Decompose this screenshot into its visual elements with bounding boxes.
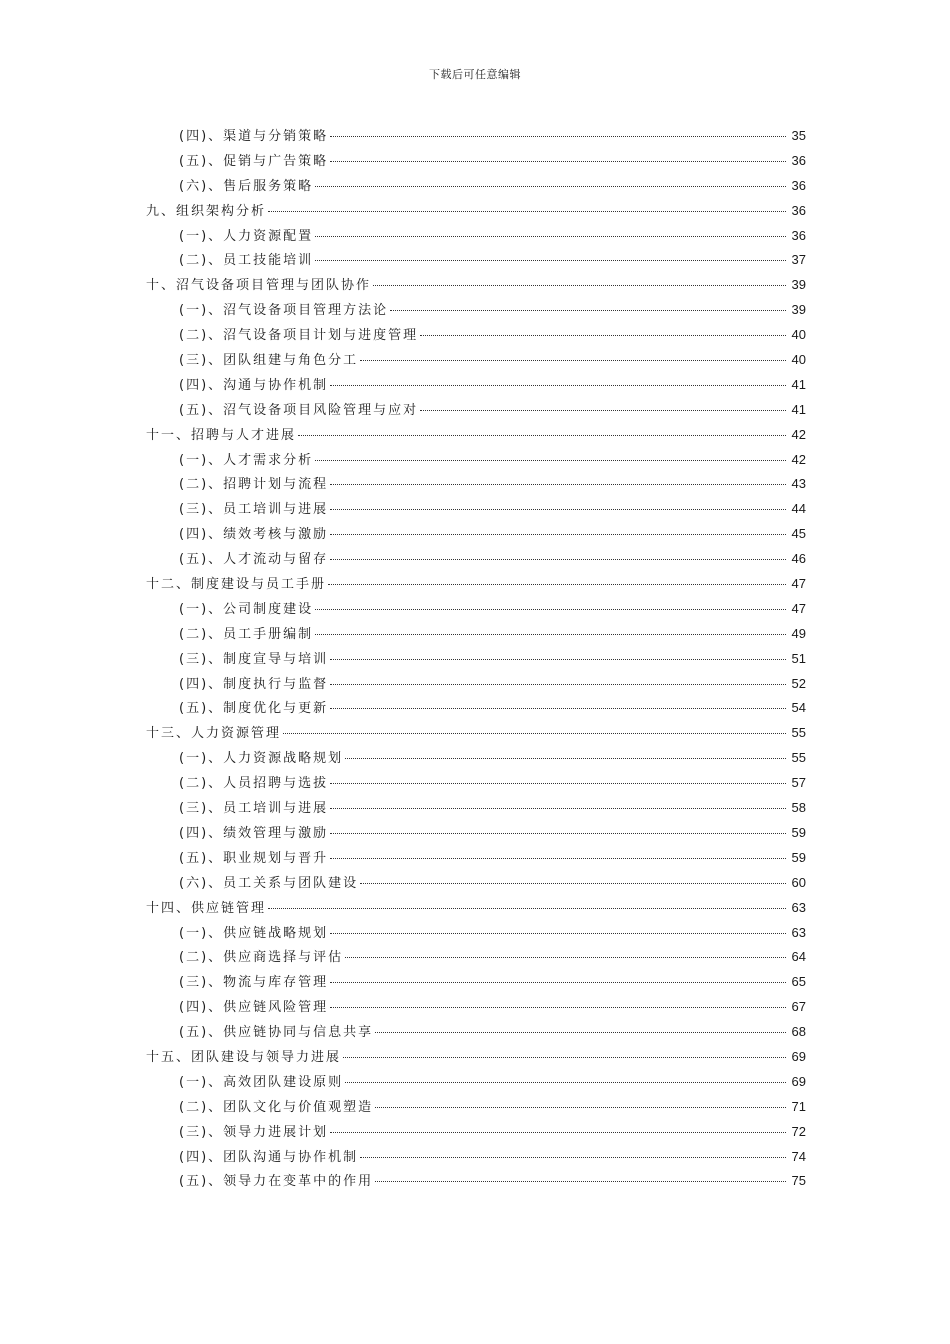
toc-page-number: 54 [791, 700, 806, 716]
toc-dot-leader [330, 858, 786, 859]
toc-entry-label: (六)、售后服务策略 [179, 178, 314, 194]
toc-section-entry[interactable] [146, 125, 806, 150]
toc-section-entry[interactable] [146, 1021, 806, 1046]
toc-dot-leader [330, 559, 786, 560]
toc-section-entry[interactable] [146, 747, 806, 772]
toc-dot-leader [283, 733, 786, 734]
toc-dot-leader [315, 609, 786, 610]
toc-section-entry[interactable] [146, 249, 806, 274]
toc-page-number: 36 [791, 202, 806, 218]
toc-section-entry[interactable] [146, 1071, 806, 1096]
toc-page-number: 39 [791, 277, 806, 293]
toc-entry-label: (三)、团队组建与角色分工 [179, 353, 359, 369]
toc-page-number: 75 [791, 1173, 806, 1189]
toc-page-number: 63 [791, 924, 806, 940]
toc-section-entry[interactable] [146, 548, 806, 573]
toc-section-entry[interactable] [146, 996, 806, 1021]
page-header: 下载后可任意编辑 [429, 68, 521, 81]
toc-entry-label: (五)、沼气设备项目风险管理与应对 [179, 402, 419, 418]
toc-page-number: 42 [791, 451, 806, 467]
toc-section-entry[interactable] [146, 399, 806, 424]
toc-page-number: 46 [791, 551, 806, 567]
toc-page-number: 36 [791, 227, 806, 243]
toc-page-number: 69 [791, 1048, 806, 1064]
toc-page-number: 68 [791, 1024, 806, 1040]
toc-entry-label: (一)、供应链战略规划 [179, 925, 329, 941]
toc-page-number: 60 [791, 874, 806, 890]
toc-page-number: 72 [791, 1123, 806, 1139]
toc-page-number: 45 [791, 526, 806, 542]
toc-entry-label: (四)、制度执行与监督 [179, 676, 329, 692]
toc-entry-label: (一)、高效团队建设原则 [179, 1074, 344, 1090]
toc-section-entry[interactable] [146, 449, 806, 474]
toc-section-entry[interactable] [146, 498, 806, 523]
toc-dot-leader [298, 435, 786, 436]
toc-section-entry[interactable] [146, 872, 806, 897]
toc-dot-leader [420, 335, 786, 336]
toc-entry-label: (五)、供应链协同与信息共享 [179, 1025, 374, 1041]
toc-entry-label: (四)、渠道与分销策略 [179, 129, 329, 144]
toc-dot-leader [315, 236, 786, 237]
toc-entry-label: (六)、员工关系与团队建设 [179, 875, 359, 891]
toc-section-entry[interactable] [146, 971, 806, 996]
toc-page-number: 59 [791, 849, 806, 865]
toc-page-number: 41 [791, 401, 806, 417]
toc-section-entry[interactable] [146, 946, 806, 971]
toc-entry-label: 十、沼气设备项目管理与团队协作 [146, 278, 372, 294]
toc-dot-leader [330, 833, 786, 834]
toc-dot-leader [330, 708, 786, 709]
toc-chapter-entry[interactable] [146, 573, 806, 598]
toc-entry-label: (三)、物流与库存管理 [179, 975, 329, 991]
toc-entry-label: (一)、公司制度建设 [179, 601, 314, 617]
toc-page-number: 51 [791, 650, 806, 666]
toc-page-number: 71 [791, 1098, 806, 1114]
toc-page-number: 64 [791, 949, 806, 965]
toc-dot-leader [345, 758, 786, 759]
toc-dot-leader [345, 1082, 786, 1083]
toc-page-number: 67 [791, 999, 806, 1015]
toc-section-entry[interactable] [146, 648, 806, 673]
toc-section-entry[interactable] [146, 598, 806, 623]
toc-dot-leader [330, 1132, 786, 1133]
toc-dot-leader [330, 1007, 786, 1008]
toc-section-entry[interactable] [146, 772, 806, 797]
toc-dot-leader [330, 136, 786, 137]
toc-dot-leader [360, 883, 786, 884]
toc-section-entry[interactable] [146, 225, 806, 250]
toc-entry-label: (二)、员工技能培训 [179, 253, 314, 269]
toc-page-number: 40 [791, 327, 806, 343]
toc-page-number: 35 [791, 128, 806, 143]
toc-page-number: 47 [791, 600, 806, 616]
toc-section-entry[interactable] [146, 623, 806, 648]
toc-entry-label: (二)、人员招聘与选拔 [179, 776, 329, 792]
toc-dot-leader [375, 1032, 786, 1033]
toc-page-number: 59 [791, 824, 806, 840]
toc-dot-leader [330, 684, 786, 685]
toc-entry-label: (一)、人力资源配置 [179, 228, 314, 244]
table-of-contents [146, 125, 806, 1195]
toc-page-number: 57 [791, 775, 806, 791]
toc-dot-leader [328, 584, 786, 585]
toc-entry-label: (三)、员工培训与进展 [179, 801, 329, 817]
toc-dot-leader [390, 310, 786, 311]
toc-section-entry[interactable] [146, 150, 806, 175]
toc-dot-leader [420, 410, 786, 411]
toc-dot-leader [330, 783, 786, 784]
toc-page-number: 55 [791, 725, 806, 741]
toc-dot-leader [360, 1157, 786, 1158]
toc-entry-label: (五)、领导力在变革中的作用 [179, 1174, 374, 1190]
toc-dot-leader [330, 659, 786, 660]
toc-entry-label: (五)、促销与广告策略 [179, 153, 329, 169]
toc-section-entry[interactable] [146, 1170, 806, 1195]
toc-section-entry[interactable] [146, 847, 806, 872]
toc-entry-label: 十四、供应链管理 [146, 900, 267, 916]
toc-dot-leader [343, 1057, 786, 1058]
toc-dot-leader [315, 460, 786, 461]
toc-section-entry[interactable] [146, 324, 806, 349]
toc-page-number: 58 [791, 800, 806, 816]
toc-entry-label: (四)、沟通与协作机制 [179, 377, 329, 393]
toc-page-number: 39 [791, 302, 806, 318]
toc-entry-label: 十五、团队建设与领导力进展 [146, 1049, 342, 1065]
toc-dot-leader [268, 908, 786, 909]
toc-entry-label: (三)、员工培训与进展 [179, 502, 329, 518]
toc-entry-label: 十二、制度建设与员工手册 [146, 577, 327, 593]
toc-section-entry[interactable] [146, 523, 806, 548]
toc-entry-label: (四)、绩效考核与激励 [179, 527, 329, 543]
toc-entry-label: (二)、沼气设备项目计划与进度管理 [179, 328, 419, 344]
toc-page-number: 63 [791, 899, 806, 915]
toc-page-number: 69 [791, 1073, 806, 1089]
toc-entry-label: (四)、供应链风险管理 [179, 1000, 329, 1016]
toc-dot-leader [373, 285, 786, 286]
toc-page-number: 44 [791, 501, 806, 517]
toc-dot-leader [375, 1181, 786, 1182]
toc-section-entry[interactable] [146, 175, 806, 200]
toc-entry-label: (五)、制度优化与更新 [179, 701, 329, 717]
toc-section-entry[interactable] [146, 1096, 806, 1121]
toc-dot-leader [330, 982, 786, 983]
toc-dot-leader [330, 808, 786, 809]
toc-entry-label: (四)、绩效管理与激励 [179, 825, 329, 841]
toc-section-entry[interactable] [146, 374, 806, 399]
toc-dot-leader [315, 260, 786, 261]
toc-dot-leader [330, 933, 786, 934]
toc-entry-label: 十三、人力资源管理 [146, 726, 282, 742]
toc-chapter-entry[interactable] [146, 274, 806, 299]
toc-dot-leader [375, 1107, 786, 1108]
toc-section-entry[interactable] [146, 1146, 806, 1171]
toc-section-entry[interactable] [146, 697, 806, 722]
toc-entry-label: (二)、招聘计划与流程 [179, 477, 329, 493]
toc-dot-leader [330, 534, 786, 535]
toc-dot-leader [315, 186, 786, 187]
toc-section-entry[interactable] [146, 473, 806, 498]
toc-page-number: 43 [791, 476, 806, 492]
toc-chapter-entry[interactable] [146, 897, 806, 922]
toc-entry-label: (一)、沼气设备项目管理方法论 [179, 303, 389, 319]
toc-section-entry[interactable] [146, 922, 806, 947]
toc-entry-label: (五)、人才流动与留存 [179, 552, 329, 568]
toc-entry-label: 十一、招聘与人才进展 [146, 427, 297, 443]
toc-dot-leader [360, 360, 786, 361]
toc-page-number: 37 [791, 252, 806, 268]
toc-chapter-entry[interactable] [146, 1046, 806, 1071]
toc-section-entry[interactable] [146, 797, 806, 822]
toc-entry-label: (二)、团队文化与价值观塑造 [179, 1099, 374, 1115]
toc-dot-leader [330, 385, 786, 386]
toc-section-entry[interactable] [146, 349, 806, 374]
toc-page-number: 52 [791, 675, 806, 691]
toc-section-entry[interactable] [146, 1121, 806, 1146]
toc-page-number: 36 [791, 152, 806, 168]
toc-page-number: 47 [791, 576, 806, 592]
toc-entry-label: (二)、员工手册编制 [179, 626, 314, 642]
toc-chapter-entry[interactable] [146, 722, 806, 747]
toc-entry-label: (三)、领导力进展计划 [179, 1124, 329, 1140]
toc-entry-label: 九、组织架构分析 [146, 203, 267, 219]
toc-entry-label: (三)、制度宣导与培训 [179, 651, 329, 667]
toc-dot-leader [330, 509, 786, 510]
toc-dot-leader [315, 634, 786, 635]
toc-entry-label: (五)、职业规划与晋升 [179, 850, 329, 866]
toc-page-number: 42 [791, 426, 806, 442]
toc-dot-leader [330, 161, 786, 162]
toc-page-number: 36 [791, 177, 806, 193]
toc-section-entry[interactable] [146, 822, 806, 847]
toc-section-entry[interactable] [146, 673, 806, 698]
toc-chapter-entry[interactable] [146, 424, 806, 449]
toc-page-number: 74 [791, 1148, 806, 1164]
toc-page-number: 40 [791, 352, 806, 368]
toc-page-number: 41 [791, 376, 806, 392]
toc-entry-label: (二)、供应商选择与评估 [179, 950, 344, 966]
toc-dot-leader [330, 484, 786, 485]
toc-dot-leader [268, 211, 786, 212]
toc-page-number: 65 [791, 974, 806, 990]
toc-page-number: 55 [791, 750, 806, 766]
toc-page-number: 49 [791, 625, 806, 641]
toc-dot-leader [345, 957, 786, 958]
toc-chapter-entry[interactable] [146, 200, 806, 225]
toc-entry-label: (四)、团队沟通与协作机制 [179, 1149, 359, 1165]
toc-entry-label: (一)、人力资源战略规划 [179, 751, 344, 767]
toc-entry-label: (一)、人才需求分析 [179, 452, 314, 468]
toc-section-entry[interactable] [146, 299, 806, 324]
